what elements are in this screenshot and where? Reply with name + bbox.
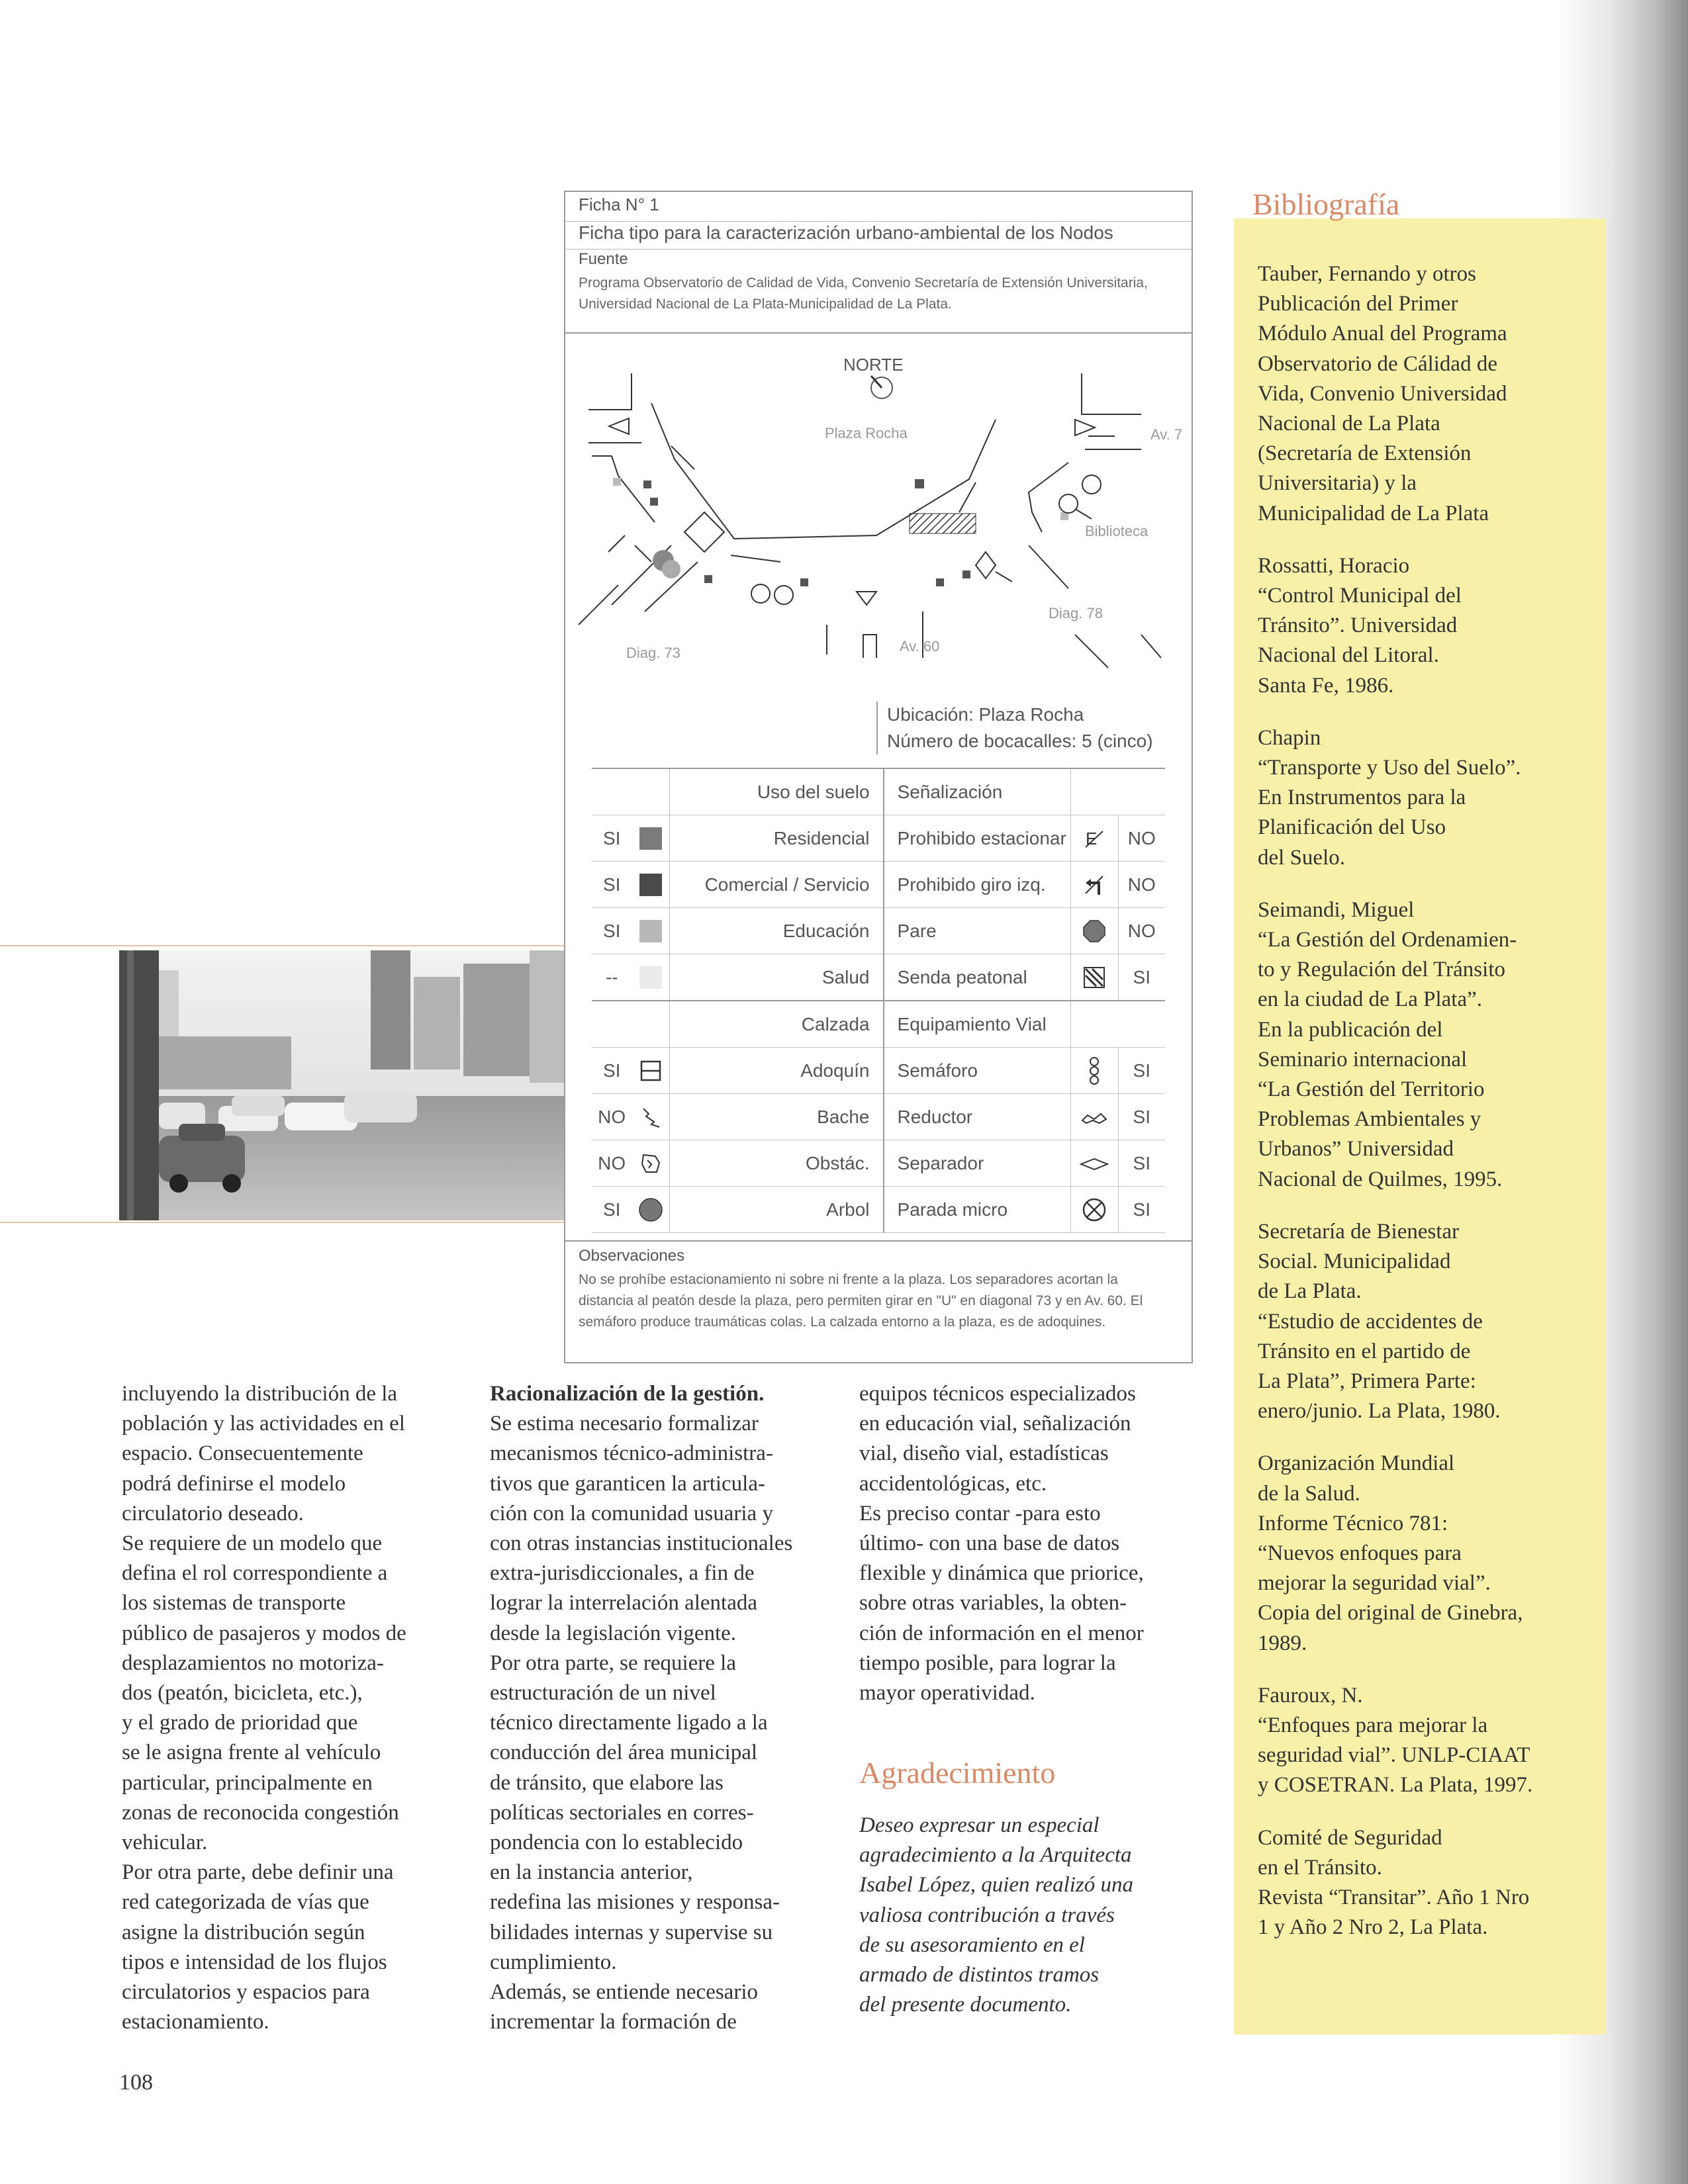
observaciones-label: Observaciones — [579, 1247, 685, 1265]
characteristics-table — [592, 768, 1165, 1233]
equipamiento-header: Equipamiento Vial — [884, 1001, 1071, 1048]
bocacalles-text: Número de bocacalles: 5 (cinco) — [887, 731, 1153, 751]
bibliography-line: del Suelo. — [1258, 845, 1345, 870]
bibliography-title: Bibliografía — [1252, 187, 1400, 221]
senal-header: Señalización — [884, 768, 1071, 815]
street-photo — [119, 950, 564, 1220]
ficha-fuente-text: Programa Observatorio de Calidad de Vida, Convenio Secretaría de Extensión Universitaria, Universidad Nacional de La Plata-Municipalidad de La Plata. — [579, 275, 1148, 312]
no-parking-icon — [1083, 827, 1105, 850]
table-row: SI Arbol Parada micro SI — [592, 1187, 1165, 1233]
bibliography-line: Urbanos” Universidad — [1258, 1137, 1454, 1161]
ficha-fuente-label: Fuente — [579, 250, 628, 268]
bibliography-line: “Estudio de accidentes de — [1258, 1309, 1483, 1334]
body-column-2: Racionalización de la gestión. Se estima necesario formalizar mecanismos técnico-administra- tivos que garanticen la articula- ción con la comunidad usuaria y con otras instancias institucionales extra-jurisdiccionales, a fin de lograr la interrelación alentada desde la legislación vigente. Por otra parte, se requiere la estructuración de un nivel técnico directamente ligado a la conducción del área municipal de tránsito, que elabore las políticas sectoriales en corres- pondencia con lo establecido en la instancia anterior, redefina las misiones y responsa- bilidades internas y supervise su cumplimiento. Además, se entiende necesario incrementar la formación de — [490, 1379, 834, 2037]
bibliography-line: Chapin — [1258, 725, 1321, 750]
observaciones — [565, 1240, 1192, 1363]
bibliography-line: Fauroux, N. — [1258, 1683, 1363, 1707]
bibliography-line: Revista “Transitar”. Año 1 Nro — [1258, 1885, 1530, 1909]
table-row: SI Adoquín Semáforo SI — [592, 1048, 1165, 1094]
bibliography-line: enero/junio. La Plata, 1980. — [1258, 1399, 1501, 1424]
bibliography-entry — [1258, 1681, 1589, 1801]
bibliography-line: de La Plata. — [1258, 1279, 1362, 1304]
ficha-card — [564, 191, 1193, 1363]
bibliography-line: Informe Técnico 781: — [1258, 1511, 1448, 1535]
comercial-swatch — [639, 874, 662, 896]
map-label-diag73: Diag. 73 — [626, 645, 680, 661]
bibliography-line: “Control Municipal del — [1258, 584, 1462, 608]
bibliography-line: Planificación del Uso — [1258, 815, 1446, 840]
svg-text:E: E — [1086, 828, 1098, 848]
tree-icon — [638, 1197, 663, 1222]
bibliography-line: Seimandi, Miguel — [1258, 897, 1415, 922]
page-number: 108 — [119, 2070, 153, 2095]
bibliography-line: En Instrumentos para la — [1258, 786, 1466, 810]
bibliography-entry — [1258, 1217, 1589, 1426]
bibliography-line: Observatorio de Cálidad de — [1258, 351, 1497, 376]
bibliography-entry — [1258, 259, 1589, 529]
table-row: SI Educación Pare NO — [592, 908, 1165, 954]
section-heading: Racionalización de la gestión. — [490, 1382, 765, 1406]
ficha-header — [565, 192, 1192, 334]
bibliography-line: Nacional de Quilmes, 1995. — [1258, 1167, 1503, 1191]
body-column-3: equipos técnicos especializados en educación vial, señalización vial, diseño vial, estadísticas accidentológicas, etc. Es preciso contar -para esto último- con una base de datos flexible y dinámica que priorice, sobre otras variables, la obten- ción de información en el menor tiempo posible, para lograr la mayor operatividad. — [859, 1382, 1144, 1706]
crosswalk-icon — [1083, 966, 1105, 989]
no-left-turn-icon — [1083, 874, 1105, 896]
ubicacion-text: Ubicación: Plaza Rocha — [887, 704, 1084, 725]
separator-icon — [1080, 1158, 1109, 1171]
bibliography-line: Comité de Seguridad — [1258, 1825, 1442, 1850]
bibliography-line: Rossatti, Horacio — [1258, 553, 1410, 578]
bibliography-line: mejorar la seguridad vial”. — [1258, 1571, 1491, 1596]
bibliography-line: en el Tránsito. — [1258, 1855, 1382, 1880]
bibliography-line: de la Salud. — [1258, 1481, 1360, 1506]
bibliography-line: y COSETRAN. La Plata, 1997. — [1258, 1773, 1533, 1797]
uso-header: Uso del suelo — [669, 768, 883, 815]
map-label-biblioteca: Biblioteca — [1085, 523, 1149, 539]
bibliography-line: La Plata”, Primera Parte: — [1258, 1369, 1476, 1393]
bibliography-line: en la ciudad de La Plata”. — [1258, 987, 1483, 1012]
salud-swatch — [639, 966, 662, 989]
map-label-av7: Av. 7 — [1150, 426, 1183, 443]
speed-bump-icon — [1081, 1111, 1107, 1124]
bibliography-line: Universitaria) y la — [1258, 471, 1417, 496]
bibliography-line: “La Gestión del Ordenamien- — [1258, 928, 1517, 952]
cobblestone-icon — [639, 1060, 662, 1082]
bibliography-line: Vida, Convenio Universidad — [1258, 381, 1507, 406]
pothole-icon — [639, 1106, 662, 1128]
bibliography-line: seguridad vial”. UNLP-CIAAT — [1258, 1743, 1530, 1768]
bibliography-line: Nacional del Litoral. — [1258, 643, 1439, 668]
educacion-swatch — [639, 920, 662, 942]
bibliography-line: Tauber, Fernando y otros — [1258, 262, 1476, 286]
bibliography-line: to y Regulación del Tránsito — [1258, 958, 1505, 982]
body-column-1: incluyendo la distribución de la población y las actividades en el espacio. Consecuentemente podrá definirse el modelo circulatorio deseado. Se requiere de un modelo que defina el rol correspondiente a los sistemas de transporte público de pasajeros y modos de desplazamientos no motoriza- dos (peatón, bicicleta, etc.), y el grado de prioridad que se le asigna frente al vehículo particular, principalmente en zonas de reconocida congestión vehicular. Por otra parte, debe definir una red categorizada de vías que asigne la distribución según tipos e intensidad de los flujos circulatorios y espacios para estacionamiento. — [122, 1382, 406, 2034]
bibliography-line: Social. Municipalidad — [1258, 1250, 1451, 1274]
stop-icon — [1082, 919, 1106, 943]
bibliography-line: “La Gestión del Territorio — [1258, 1077, 1485, 1102]
observaciones-text: No se prohíbe estacionamiento ni sobre ni frente a la plaza. Los separadores acortan la distancia al peatón desde la plaza, pero permiten girar en "U" en diagonal 73 y en Av. 60. El semáforo produce traumáticas colas. La calzada entorno a la plaza, es de adoquines. — [579, 1272, 1143, 1330]
map-label-plaza: Plaza Rocha — [825, 425, 908, 441]
calzada-header: Calzada — [669, 1001, 883, 1048]
ficha-title: Ficha tipo para la caracterización urbano-ambiental de los Nodos — [579, 222, 1113, 243]
bibliography-line: Copia del original de Ginebra, — [1258, 1601, 1523, 1625]
table-row: NO Obstác. Separador SI — [592, 1140, 1165, 1187]
bibliography-entry — [1258, 1823, 1589, 1943]
map-label-diag78: Diag. 78 — [1049, 605, 1103, 621]
bibliography-entry — [1258, 895, 1589, 1195]
bibliography-line: Nacional de La Plata — [1258, 412, 1440, 436]
ficha-number: Ficha N° 1 — [579, 195, 659, 214]
bibliography-line: En la publicación del — [1258, 1017, 1443, 1042]
bibliography-line: Secretaría de Bienestar — [1258, 1219, 1460, 1244]
bibliography-line: Municipalidad de La Plata — [1258, 501, 1489, 525]
table-row: NO Bache Reductor SI — [592, 1094, 1165, 1140]
bibliography-panel — [1234, 218, 1606, 2034]
traffic-light-icon — [1087, 1056, 1102, 1085]
bibliography-line: Publicación del Primer — [1258, 292, 1458, 316]
bibliography-line: Seminario internacional — [1258, 1047, 1468, 1071]
bus-stop-icon — [1082, 1197, 1107, 1222]
obstacle-icon — [639, 1152, 662, 1175]
agradecimiento-text: Deseo expresar un especial agradecimiento a la Arquitecta Isabel López, quien realizó una valiosa contribución a través de su asesoramiento en el armado de distintos tramos del presente documento. — [859, 1813, 1133, 2017]
ubicacion-block — [876, 702, 1153, 754]
bibliography-line: “Nuevos enfoques para — [1258, 1541, 1462, 1565]
bibliography-line: (Secretaría de Extensión — [1258, 441, 1472, 466]
table-row: SI Comercial / Servicio Prohibido giro izq. NO — [592, 862, 1165, 908]
table-row: SI Residencial Prohibido estacionar E NO — [592, 815, 1165, 862]
bibliography-entry — [1258, 1449, 1589, 1658]
bibliography-line: 1989. — [1258, 1631, 1307, 1655]
residencial-swatch — [639, 827, 662, 850]
bibliography-line: 1 y Año 2 Nro 2, La Plata. — [1258, 1915, 1488, 1940]
bibliography-line: Tránsito”. Universidad — [1258, 614, 1458, 638]
agradecimiento-title: Agradecimiento — [859, 1756, 1056, 1790]
bibliography-line: Módulo Anual del Programa — [1258, 322, 1507, 346]
map-label-av60: Av. 60 — [900, 638, 940, 655]
bibliography-entry — [1258, 551, 1589, 701]
bibliography-line: Problemas Ambientales y — [1258, 1107, 1481, 1132]
map-label-norte: NORTE — [843, 355, 904, 375]
bibliography-line: “Transporte y Uso del Suelo”. — [1258, 756, 1521, 780]
bibliography-line: Tránsito en el partido de — [1258, 1339, 1471, 1363]
bibliography-line: Organización Mundial — [1258, 1451, 1455, 1476]
bibliography-line: Santa Fe, 1986. — [1258, 673, 1394, 698]
bibliography-entry — [1258, 723, 1589, 873]
bibliography-line: “Enfoques para mejorar la — [1258, 1713, 1488, 1737]
table-row: -- Salud Senda peatonal SI — [592, 954, 1165, 1001]
